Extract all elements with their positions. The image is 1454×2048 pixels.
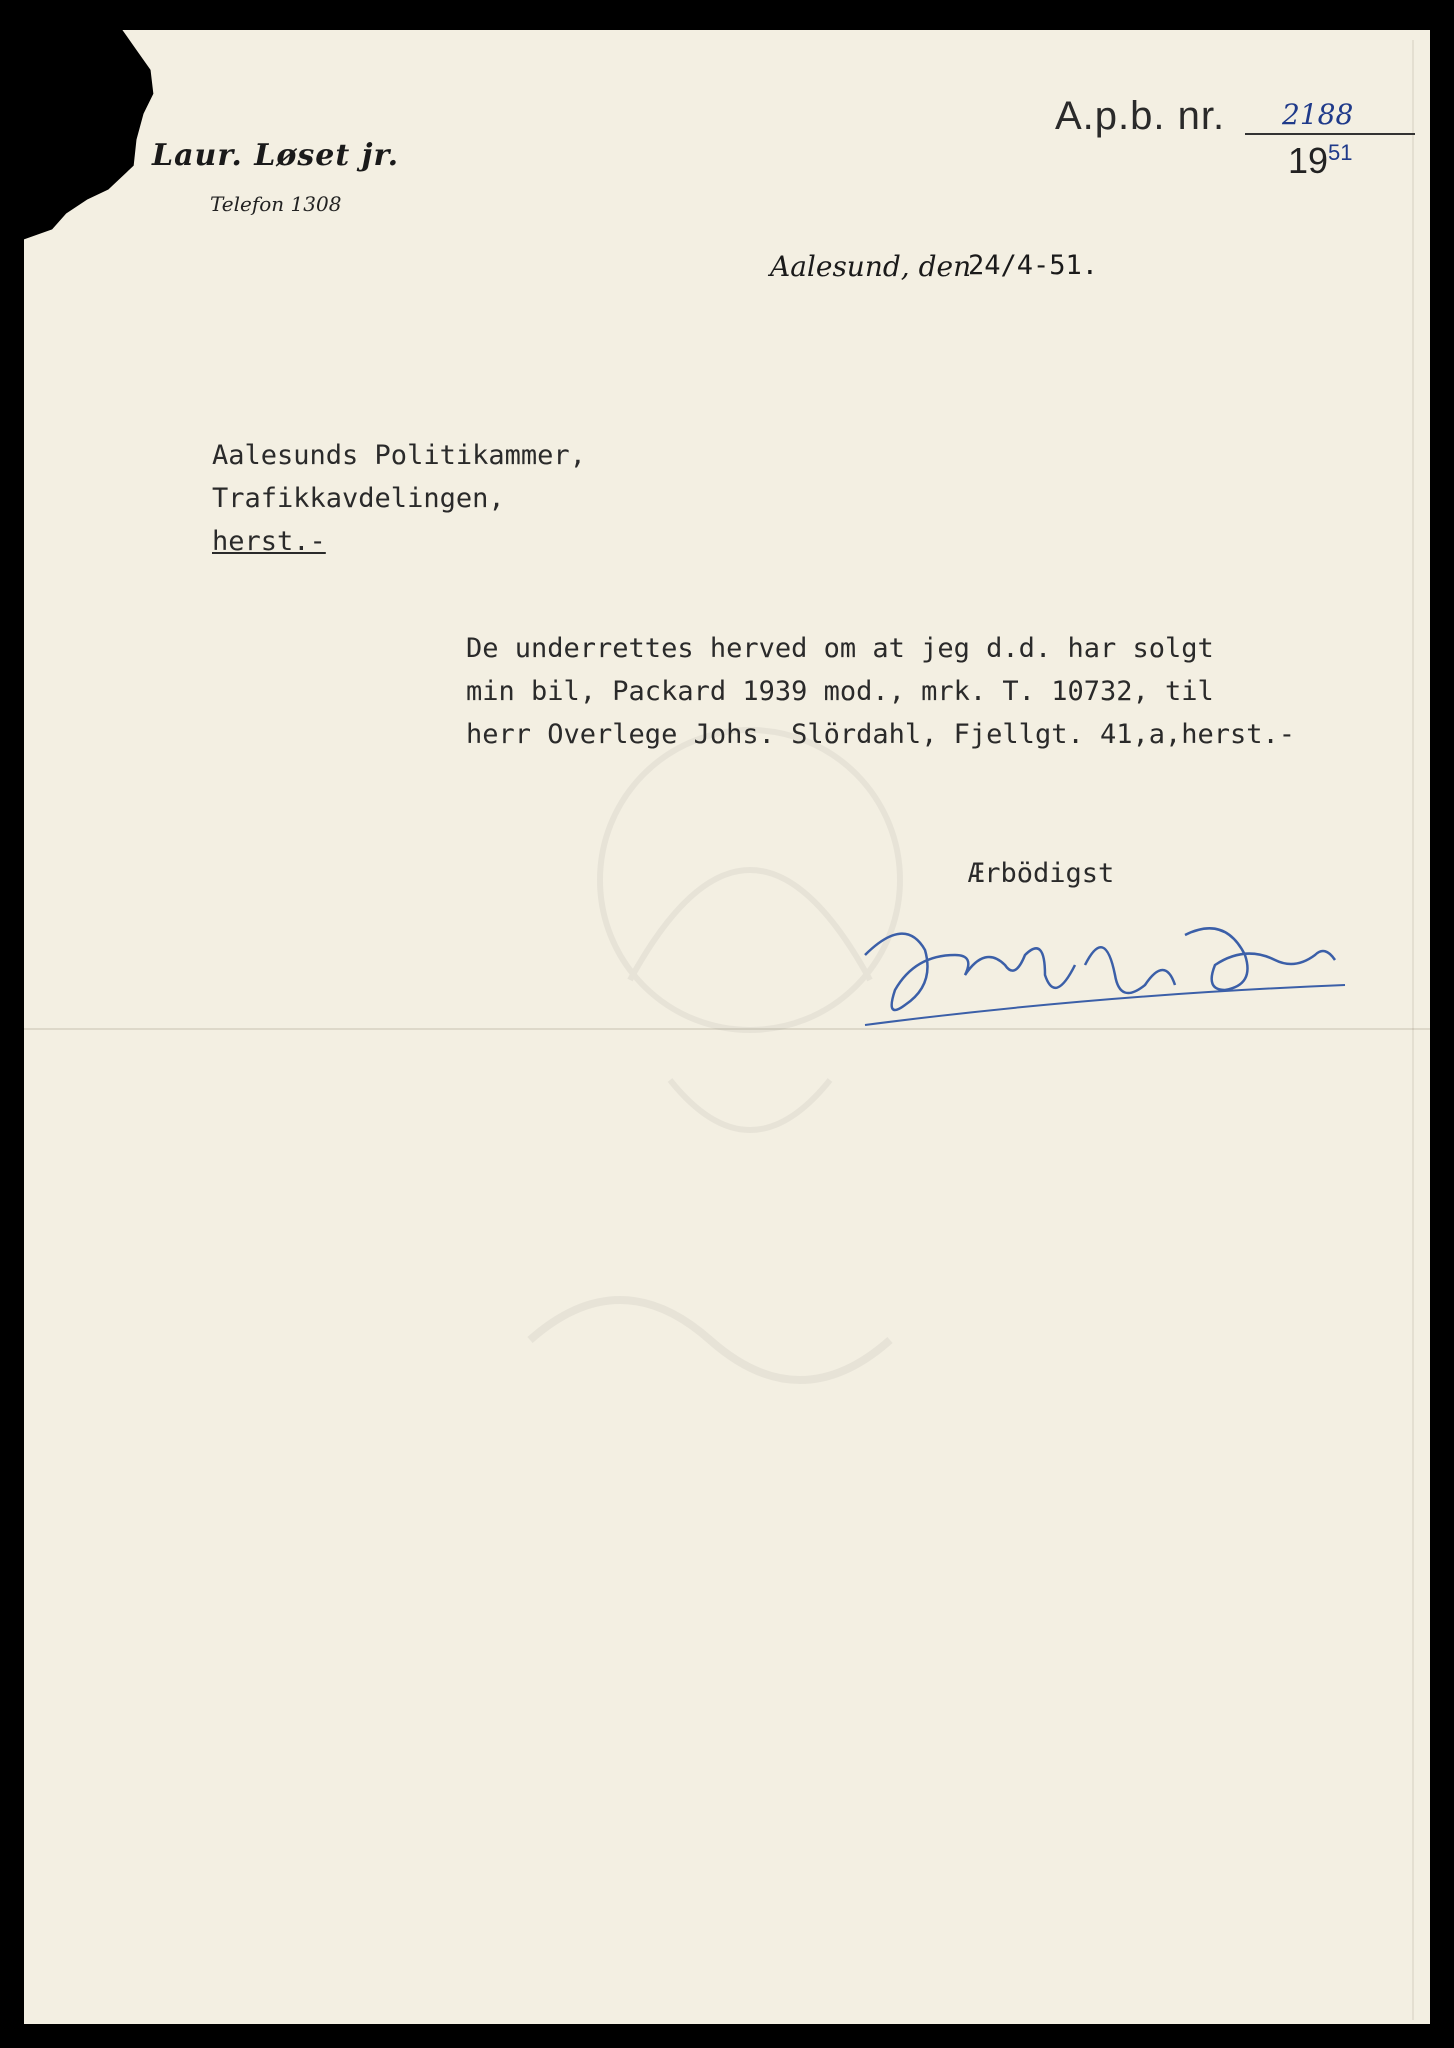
- fold-line-vertical: [1412, 40, 1414, 2020]
- recipient-line-1: Aalesunds Politikammer,: [212, 440, 586, 471]
- closing-salutation: Ærbödigst: [968, 858, 1115, 889]
- letterhead-phone: Telefon 1308: [210, 192, 342, 216]
- archive-stamp-label: A.p.b. nr.: [1055, 94, 1226, 138]
- archive-stamp-year: [1288, 140, 1353, 182]
- recipient-line-2: Trafikkavdelingen,: [212, 483, 505, 514]
- body-line-1: De underrettes herved om at jeg d.d. har solgt: [466, 633, 1214, 664]
- body-line-2: min bil, Packard 1939 mod., mrk. T. 10732, til: [466, 676, 1214, 707]
- dateline-place: Aalesund, den: [770, 250, 972, 283]
- body-line-3: herr Overlege Johs. Slördahl, Fjellgt. 41,a,herst.-: [466, 719, 1296, 750]
- letterhead-name: Laur. Løset jr.: [152, 138, 400, 173]
- archive-stamp-rule: [1245, 133, 1415, 135]
- dateline-date: 24/4-51.: [968, 250, 1099, 281]
- year-prefix: 19: [1288, 140, 1329, 181]
- handwritten-signature: [845, 895, 1365, 1035]
- archive-stamp-number: 2188: [1282, 98, 1354, 131]
- recipient-line-3: herst.-: [212, 526, 326, 557]
- year-suffix: 51: [1328, 140, 1353, 165]
